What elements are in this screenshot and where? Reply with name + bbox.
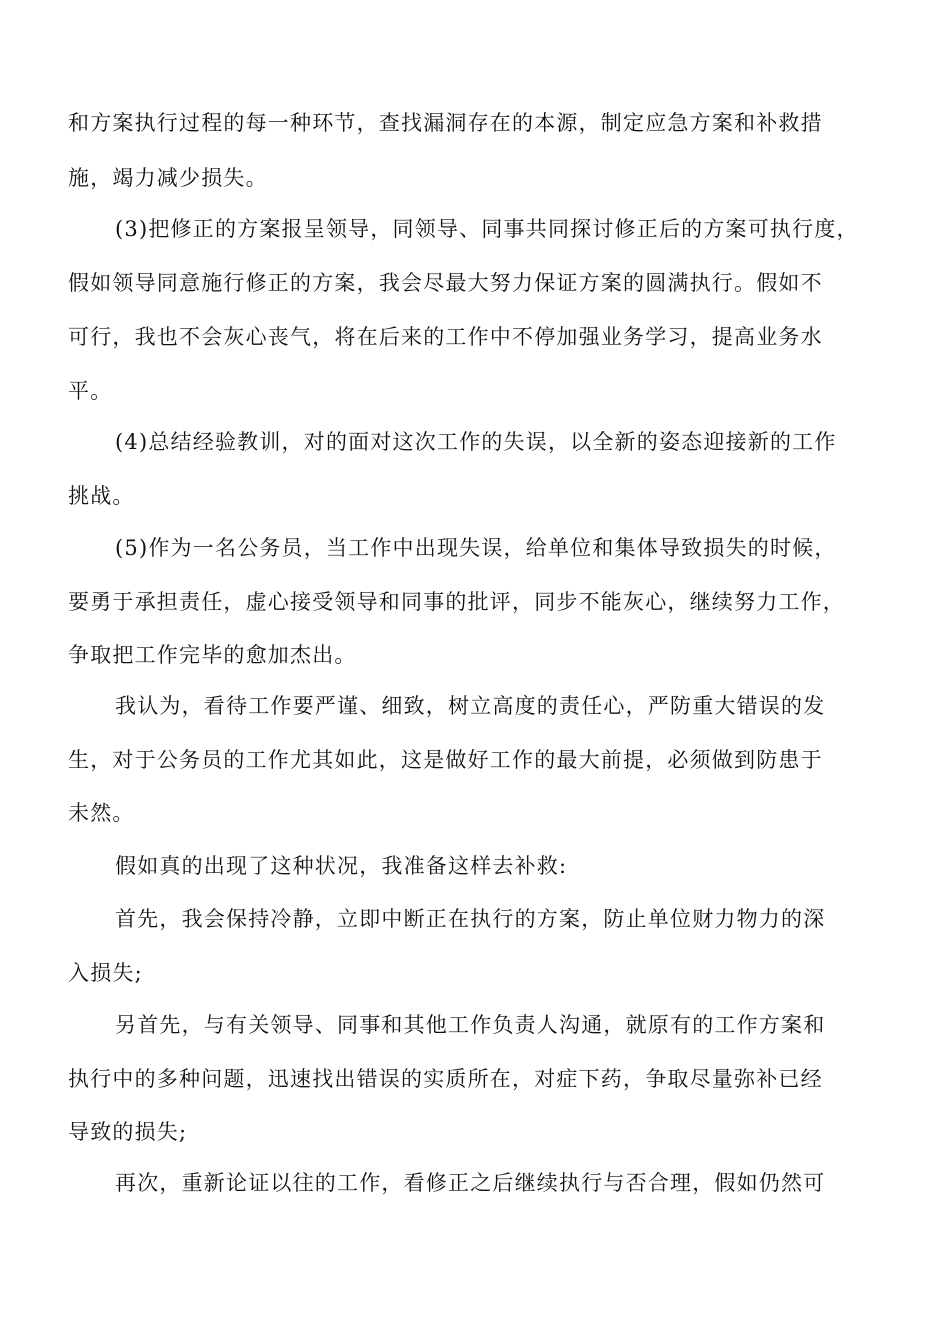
text-line: 和方案执行过程的每一种环节，查找漏洞存在的本源，制定应急方案和补救措 bbox=[68, 111, 823, 135]
text-line: 未然。 bbox=[68, 801, 135, 825]
text-line: 假如真的出现了这种状况，我准备这样去补救: bbox=[115, 854, 568, 878]
text-line: 首先，我会保持冷静，立即中断正在执行的方案，防止单位财力物力的深 bbox=[115, 907, 826, 931]
text-line: 生，对于公务员的工作尤其如此，这是做好工作的最大前提，必须做到防患于 bbox=[68, 748, 823, 772]
text-line: 入损失; bbox=[68, 961, 143, 985]
text-line: (5)作为一名公务员，当工作中出现失误，给单位和集体导致损失的时候， bbox=[115, 536, 837, 560]
text-line: 争取把工作完毕的愈加杰出。 bbox=[68, 643, 357, 667]
text-line: 平。 bbox=[68, 379, 113, 403]
text-line: 可行，我也不会灰心丧气，将在后来的工作中不停加强业务学习，提高业务水 bbox=[68, 325, 823, 349]
text-line: 我认为，看待工作要严谨、细致，树立高度的责任心，严防重大错误的发 bbox=[115, 694, 826, 718]
text-line: 执行中的多种问题，迅速找出错误的实质所在，对症下药，争取尽量弥补已经 bbox=[68, 1067, 823, 1091]
text-line: 施，竭力减少损失。 bbox=[68, 166, 268, 190]
text-line: (3)把修正的方案报呈领导，同领导、同事共同探讨修正后的方案可执行度， bbox=[115, 217, 859, 241]
text-line: (4)总结经验教训，对的面对这次工作的失误，以全新的姿态迎接新的工作 bbox=[115, 430, 837, 454]
text-line: 导致的损失; bbox=[68, 1120, 188, 1144]
text-line: 另首先，与有关领导、同事和其他工作负责人沟通，就原有的工作方案和 bbox=[115, 1013, 826, 1037]
text-line: 挑战。 bbox=[68, 484, 135, 508]
text-line: 假如领导同意施行修正的方案，我会尽最大努力保证方案的圆满执行。假如不 bbox=[68, 271, 823, 295]
text-line: 再次，重新论证以往的工作，看修正之后继续执行与否合理，假如仍然可 bbox=[115, 1171, 826, 1195]
text-line: 要勇于承担责任，虚心接受领导和同事的批评，同步不能灰心，继续努力工作， bbox=[68, 590, 845, 614]
